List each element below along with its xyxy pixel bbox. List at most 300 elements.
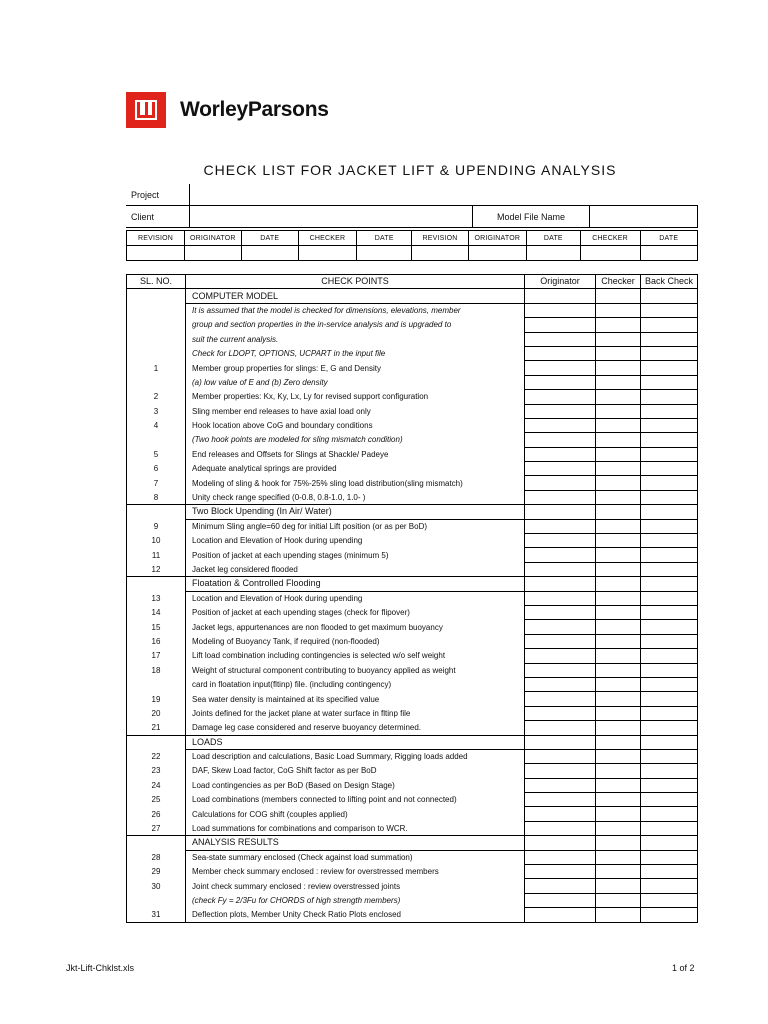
sl-no: 20 (127, 706, 186, 720)
table-row (127, 418, 698, 432)
check-point: Minimum Sling angle=60 deg for initial Lift position (or as per BoD) (186, 519, 525, 533)
check-point: Member properties: Kx, Ky, Lx, Ly for revised support configuration (186, 390, 525, 404)
table-row (127, 519, 698, 533)
originator-cell[interactable] (525, 620, 596, 634)
sl-no: 25 (127, 793, 186, 807)
checker-header: Checker (596, 275, 641, 289)
table-row (127, 490, 698, 504)
check-point: It is assumed that the model is checked for dimensions, elevations, member (186, 303, 525, 317)
revision-header-2: DATE (241, 231, 298, 246)
originator-cell[interactable] (525, 591, 596, 605)
back-check-cell[interactable] (641, 749, 698, 763)
sl-no: 8 (127, 490, 186, 504)
back-check-cell[interactable] (641, 893, 698, 907)
back-check-cell[interactable] (641, 721, 698, 735)
table-row (127, 462, 698, 476)
sl-no: 31 (127, 908, 186, 922)
checker-cell[interactable] (596, 807, 641, 821)
back-check-cell[interactable] (641, 908, 698, 922)
table-row (127, 332, 698, 346)
checker-cell[interactable] (596, 706, 641, 720)
revision-cell-7[interactable] (527, 246, 581, 261)
checker-cell[interactable] (596, 346, 641, 360)
checker-cell[interactable] (596, 649, 641, 663)
back-check-cell[interactable] (641, 793, 698, 807)
table-row (127, 749, 698, 763)
originator-cell[interactable] (525, 908, 596, 922)
table-row (127, 634, 698, 648)
checker-cell[interactable] (596, 735, 641, 749)
originator-header: Originator (525, 275, 596, 289)
back-check-cell[interactable] (641, 303, 698, 317)
revision-header-1: ORIGINATOR (185, 231, 242, 246)
back-check-cell[interactable] (641, 418, 698, 432)
check-point: Sea-state summary enclosed (Check against load summation) (186, 850, 525, 864)
back-check-cell[interactable] (641, 764, 698, 778)
revision-header-7: DATE (527, 231, 581, 246)
section-title: COMPUTER MODEL (186, 289, 525, 303)
check-point: Lift load combination including contingencies is selected w/o self weight (186, 649, 525, 663)
page-title: CHECK LIST FOR JACKET LIFT & UPENDING ANALYSIS (203, 162, 617, 178)
back-check-cell[interactable] (641, 346, 698, 360)
sl-no: 18 (127, 663, 186, 677)
sl-no: 28 (127, 850, 186, 864)
checker-cell[interactable] (596, 778, 641, 792)
revision-table (126, 230, 698, 261)
table-row (127, 692, 698, 706)
revision-cell-3[interactable] (298, 246, 356, 261)
checker-cell[interactable] (596, 577, 641, 591)
check-point: Location and Elevation of Hook during upending (186, 591, 525, 605)
originator-cell[interactable] (525, 749, 596, 763)
checker-cell[interactable] (596, 476, 641, 490)
check-point: Member group properties for slings: E, G and Density (186, 361, 525, 375)
check-point: suit the current analysis. (186, 332, 525, 346)
table-row (127, 346, 698, 360)
check-point: group and section properties in the in-service analysis and is upgraded to (186, 318, 525, 332)
check-point: End releases and Offsets for Slings at Shackle/ Padeye (186, 447, 525, 461)
checker-cell[interactable] (596, 433, 641, 447)
section-row (127, 505, 698, 519)
originator-cell[interactable] (525, 778, 596, 792)
checker-cell[interactable] (596, 893, 641, 907)
back-check-cell[interactable] (641, 620, 698, 634)
originator-cell[interactable] (525, 447, 596, 461)
check-point: Load summations for combinations and comparison to WCR. (186, 821, 525, 835)
check-point: Load contingencies as per BoD (Based on Design Stage) (186, 778, 525, 792)
checker-cell[interactable] (596, 605, 641, 619)
check-point: (Two hook points are modeled for sling mismatch condition) (186, 433, 525, 447)
check-point: Hook location above CoG and boundary conditions (186, 418, 525, 432)
checker-cell[interactable] (596, 462, 641, 476)
check-point: Damage leg case considered and reserve buoyancy determined. (186, 721, 525, 735)
originator-cell[interactable] (525, 433, 596, 447)
sl-no: 2 (127, 390, 186, 404)
project-value[interactable] (190, 184, 698, 206)
sl-no: 14 (127, 605, 186, 619)
check-point: Unity check range specified (0-0.8, 0.8-1.0, 1.0- ) (186, 490, 525, 504)
revision-cell-8[interactable] (580, 246, 640, 261)
sl-no: 4 (127, 418, 186, 432)
sl-no: 23 (127, 764, 186, 778)
sl-no: 21 (127, 721, 186, 735)
footer-page-number: 1 of 2 (672, 963, 695, 973)
table-row (127, 303, 698, 317)
back-check-cell[interactable] (641, 476, 698, 490)
back-check-cell[interactable] (641, 677, 698, 691)
originator-cell[interactable] (525, 793, 596, 807)
back-check-cell[interactable] (641, 289, 698, 303)
originator-cell[interactable] (525, 649, 596, 663)
table-row (127, 721, 698, 735)
sl-no (127, 836, 186, 850)
sl-no: 5 (127, 447, 186, 461)
table-row (127, 908, 698, 922)
sl-no: 6 (127, 462, 186, 476)
check-point: Jacket legs, appurtenances are non flooded to get maximum buoyancy (186, 620, 525, 634)
originator-cell[interactable] (525, 562, 596, 576)
table-row (127, 620, 698, 634)
checker-cell[interactable] (596, 721, 641, 735)
check-point: Position of jacket at each upending stages (minimum 5) (186, 548, 525, 562)
checker-cell[interactable] (596, 634, 641, 648)
back-check-cell[interactable] (641, 332, 698, 346)
table-row (127, 390, 698, 404)
sl-no: 10 (127, 534, 186, 548)
project-label: Project (126, 184, 190, 206)
back-check-cell[interactable] (641, 462, 698, 476)
revision-cell-0[interactable] (127, 246, 185, 261)
revision-cell-9[interactable] (640, 246, 697, 261)
back-check-cell[interactable] (641, 692, 698, 706)
back-check-cell[interactable] (641, 778, 698, 792)
checker-cell[interactable] (596, 303, 641, 317)
checker-cell[interactable] (596, 332, 641, 346)
originator-cell[interactable] (525, 548, 596, 562)
originator-cell[interactable] (525, 634, 596, 648)
back-check-cell[interactable] (641, 548, 698, 562)
checklist-table (126, 274, 698, 923)
table-row (127, 404, 698, 418)
revision-header-8: CHECKER (580, 231, 640, 246)
sl-no (127, 505, 186, 519)
model-file-value[interactable] (590, 206, 698, 228)
sl-no: 9 (127, 519, 186, 533)
sl-no (127, 318, 186, 332)
back-check-cell[interactable] (641, 562, 698, 576)
sl-no-header: SL. NO. (127, 275, 186, 289)
checker-cell[interactable] (596, 404, 641, 418)
originator-cell[interactable] (525, 721, 596, 735)
sl-no: 26 (127, 807, 186, 821)
originator-cell[interactable] (525, 534, 596, 548)
sl-no (127, 735, 186, 749)
check-point: Joints defined for the jacket plane at water surface in fltinp file (186, 706, 525, 720)
table-row (127, 706, 698, 720)
sl-no: 29 (127, 865, 186, 879)
back-check-cell[interactable] (641, 519, 698, 533)
check-point: Member check summary enclosed : review for overstressed members (186, 865, 525, 879)
originator-cell[interactable] (525, 505, 596, 519)
section-row (127, 577, 698, 591)
checker-cell[interactable] (596, 534, 641, 548)
back-check-cell[interactable] (641, 390, 698, 404)
section-title: Floatation & Controlled Flooding (186, 577, 525, 591)
sl-no (127, 433, 186, 447)
revision-cell-4[interactable] (357, 246, 412, 261)
table-row (127, 433, 698, 447)
originator-cell[interactable] (525, 390, 596, 404)
originator-cell[interactable] (525, 677, 596, 691)
back-check-cell[interactable] (641, 807, 698, 821)
check-point: Adequate analytical springs are provided (186, 462, 525, 476)
checker-cell[interactable] (596, 836, 641, 850)
table-row (127, 793, 698, 807)
model-file-label: Model File Name (473, 206, 590, 228)
originator-cell[interactable] (525, 735, 596, 749)
back-check-cell[interactable] (641, 534, 698, 548)
checker-cell[interactable] (596, 764, 641, 778)
sl-no (127, 303, 186, 317)
back-check-cell[interactable] (641, 836, 698, 850)
checker-cell[interactable] (596, 548, 641, 562)
checker-cell[interactable] (596, 318, 641, 332)
check-point: Sling member end releases to have axial load only (186, 404, 525, 418)
sl-no: 3 (127, 404, 186, 418)
table-row (127, 807, 698, 821)
check-point: Load combinations (members connected to lifting point and not connected) (186, 793, 525, 807)
originator-cell[interactable] (525, 519, 596, 533)
originator-cell[interactable] (525, 375, 596, 389)
project-info-table (126, 184, 698, 228)
originator-cell[interactable] (525, 462, 596, 476)
back-check-cell[interactable] (641, 865, 698, 879)
client-value[interactable] (190, 206, 473, 228)
sl-no (127, 893, 186, 907)
sl-no: 1 (127, 361, 186, 375)
back-check-cell[interactable] (641, 850, 698, 864)
section-title: Two Block Upending (In Air/ Water) (186, 505, 525, 519)
checker-cell[interactable] (596, 390, 641, 404)
sl-no: 17 (127, 649, 186, 663)
check-point: Calculations for COG shift (couples applied) (186, 807, 525, 821)
checker-cell[interactable] (596, 490, 641, 504)
originator-cell[interactable] (525, 821, 596, 835)
table-row (127, 591, 698, 605)
section-row (127, 735, 698, 749)
sl-no: 12 (127, 562, 186, 576)
originator-cell[interactable] (525, 303, 596, 317)
table-row (127, 893, 698, 907)
back-check-cell[interactable] (641, 318, 698, 332)
back-check-cell[interactable] (641, 447, 698, 461)
originator-cell[interactable] (525, 706, 596, 720)
table-row (127, 318, 698, 332)
originator-cell[interactable] (525, 577, 596, 591)
section-row (127, 289, 698, 303)
section-row (127, 836, 698, 850)
originator-cell[interactable] (525, 404, 596, 418)
sl-no: 11 (127, 548, 186, 562)
originator-cell[interactable] (525, 893, 596, 907)
checker-cell[interactable] (596, 908, 641, 922)
originator-cell[interactable] (525, 346, 596, 360)
check-point: Joint check summary enclosed : review overstressed joints (186, 879, 525, 893)
revision-header-9: DATE (640, 231, 697, 246)
check-point: Deflection plots, Member Unity Check Ratio Plots enclosed (186, 908, 525, 922)
sl-no: 13 (127, 591, 186, 605)
check-point: Position of jacket at each upending stages (check for flipover) (186, 605, 525, 619)
check-point: Modeling of Buoyancy Tank, if required (non-flooded) (186, 634, 525, 648)
checker-cell[interactable] (596, 850, 641, 864)
checker-cell[interactable] (596, 505, 641, 519)
sl-no (127, 289, 186, 303)
check-point: (check Fy = 2/3Fu for CHORDS of high strength members) (186, 893, 525, 907)
originator-cell[interactable] (525, 663, 596, 677)
table-row (127, 677, 698, 691)
revision-cell-5[interactable] (412, 246, 468, 261)
back-check-cell[interactable] (641, 505, 698, 519)
checker-cell[interactable] (596, 865, 641, 879)
back-check-cell[interactable] (641, 577, 698, 591)
checker-cell[interactable] (596, 620, 641, 634)
checker-cell[interactable] (596, 375, 641, 389)
back-check-cell[interactable] (641, 663, 698, 677)
table-row (127, 778, 698, 792)
checker-cell[interactable] (596, 519, 641, 533)
checker-cell[interactable] (596, 289, 641, 303)
client-label: Client (126, 206, 190, 228)
check-point: card in floatation input(fltinp) file. (including contingency) (186, 677, 525, 691)
check-point: Check for LDOPT, OPTIONS, UCPART in the input file (186, 346, 525, 360)
back-check-cell[interactable] (641, 879, 698, 893)
checker-cell[interactable] (596, 418, 641, 432)
back-check-cell[interactable] (641, 649, 698, 663)
revision-header-4: DATE (357, 231, 412, 246)
checker-cell[interactable] (596, 692, 641, 706)
originator-cell[interactable] (525, 692, 596, 706)
originator-cell[interactable] (525, 836, 596, 850)
section-title: ANALYSIS RESULTS (186, 836, 525, 850)
originator-cell[interactable] (525, 332, 596, 346)
check-point: Sea water density is maintained at its specified value (186, 692, 525, 706)
footer-filename: Jkt-Lift-Chklst.xls (66, 963, 135, 973)
originator-cell[interactable] (525, 361, 596, 375)
checker-cell[interactable] (596, 749, 641, 763)
check-point: Jacket leg considered flooded (186, 562, 525, 576)
checker-cell[interactable] (596, 361, 641, 375)
table-row (127, 375, 698, 389)
check-points-header: CHECK POINTS (186, 275, 525, 289)
sl-no (127, 677, 186, 691)
table-row (127, 663, 698, 677)
sl-no (127, 346, 186, 360)
originator-cell[interactable] (525, 879, 596, 893)
checker-cell[interactable] (596, 447, 641, 461)
check-point: Load description and calculations, Basic Load Summary, Rigging loads added (186, 749, 525, 763)
table-row (127, 879, 698, 893)
back-check-cell[interactable] (641, 591, 698, 605)
back-check-cell[interactable] (641, 433, 698, 447)
revision-cell-2[interactable] (241, 246, 298, 261)
section-title: LOADS (186, 735, 525, 749)
originator-cell[interactable] (525, 476, 596, 490)
sl-no: 19 (127, 692, 186, 706)
table-row (127, 534, 698, 548)
table-row (127, 476, 698, 490)
sl-no: 27 (127, 821, 186, 835)
sl-no (127, 375, 186, 389)
revision-cell-1[interactable] (185, 246, 242, 261)
revision-header-5: REVISION (412, 231, 468, 246)
revision-header-3: CHECKER (298, 231, 356, 246)
table-row (127, 361, 698, 375)
back-check-cell[interactable] (641, 361, 698, 375)
back-check-cell[interactable] (641, 490, 698, 504)
checker-cell[interactable] (596, 793, 641, 807)
table-row (127, 764, 698, 778)
sl-no (127, 577, 186, 591)
table-row (127, 821, 698, 835)
check-point: DAF, Skew Load factor, CoG Shift factor as per BoD (186, 764, 525, 778)
table-row (127, 548, 698, 562)
originator-cell[interactable] (525, 605, 596, 619)
checker-cell[interactable] (596, 663, 641, 677)
sl-no: 16 (127, 634, 186, 648)
back-check-cell[interactable] (641, 821, 698, 835)
originator-cell[interactable] (525, 490, 596, 504)
table-row (127, 447, 698, 461)
check-point: (a) low value of E and (b) Zero density (186, 375, 525, 389)
originator-cell[interactable] (525, 764, 596, 778)
revision-header-0: REVISION (127, 231, 185, 246)
originator-cell[interactable] (525, 318, 596, 332)
table-row (127, 605, 698, 619)
originator-cell[interactable] (525, 807, 596, 821)
sl-no: 24 (127, 778, 186, 792)
back-check-cell[interactable] (641, 375, 698, 389)
revision-header-6: ORIGINATOR (468, 231, 526, 246)
back-check-cell[interactable] (641, 404, 698, 418)
check-point: Modeling of sling & hook for 75%-25% sling load distribution(sling mismatch) (186, 476, 525, 490)
sl-no: 7 (127, 476, 186, 490)
checker-cell[interactable] (596, 677, 641, 691)
sl-no: 22 (127, 749, 186, 763)
brand-name: WorleyParsons (180, 98, 329, 121)
originator-cell[interactable] (525, 850, 596, 864)
originator-cell[interactable] (525, 289, 596, 303)
back-check-cell[interactable] (641, 605, 698, 619)
back-check-cell[interactable] (641, 634, 698, 648)
table-row (127, 850, 698, 864)
originator-cell[interactable] (525, 418, 596, 432)
checker-cell[interactable] (596, 821, 641, 835)
table-row (127, 562, 698, 576)
table-row (127, 649, 698, 663)
check-point: Weight of structural component contributing to buoyancy applied as weight (186, 663, 525, 677)
originator-cell[interactable] (525, 865, 596, 879)
check-point: Location and Elevation of Hook during upending (186, 534, 525, 548)
back-check-header: Back Check (641, 275, 698, 289)
checker-cell[interactable] (596, 591, 641, 605)
back-check-cell[interactable] (641, 706, 698, 720)
checker-cell[interactable] (596, 562, 641, 576)
sl-no: 15 (127, 620, 186, 634)
checker-cell[interactable] (596, 879, 641, 893)
back-check-cell[interactable] (641, 735, 698, 749)
revision-cell-6[interactable] (468, 246, 526, 261)
table-row (127, 865, 698, 879)
